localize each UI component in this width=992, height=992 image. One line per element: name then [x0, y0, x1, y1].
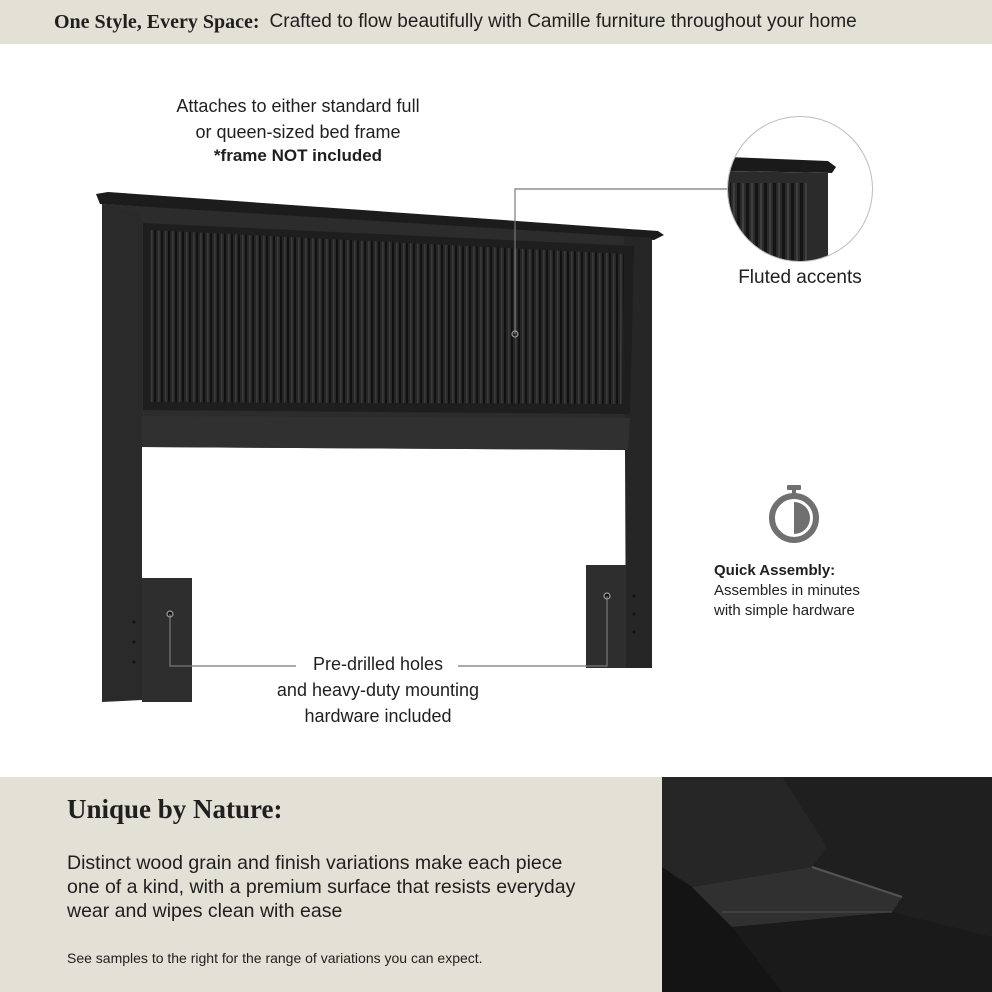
- fluted-zoom-circle: [727, 116, 873, 262]
- attach-line-2: or queen-sized bed frame: [195, 122, 401, 142]
- unique-title: Unique by Nature:: [67, 794, 283, 824]
- unique-description: Distinct wood grain and finish variations make each piece one of a kind, with a premium surface that resists everyday wear and wipes clean with ease: [67, 852, 576, 922]
- frame-not-included: *frame NOT included: [213, 146, 383, 165]
- holes-note: [228, 651, 528, 729]
- samples-note: See samples to the right for the range of variations you can expect.: [67, 950, 483, 966]
- holes-line-2: and heavy-duty mounting: [276, 680, 480, 700]
- quick-assembly-line-1: Assembles in minutes: [714, 582, 860, 599]
- attach-line-1: Attaches to either standard full: [176, 96, 420, 116]
- attach-note: [128, 93, 468, 167]
- banner-lead: One Style, Every Space:: [54, 10, 260, 33]
- quick-assembly-block: [714, 561, 860, 621]
- quick-assembly-title: Quick Assembly:: [714, 562, 836, 579]
- holes-line-1: Pre-drilled holes: [312, 654, 444, 674]
- quick-assembly-line-2: with simple hardware: [714, 602, 855, 619]
- fluted-accents-label: Fluted accents: [738, 267, 862, 288]
- finish-samples-image: [662, 777, 992, 992]
- banner-text: Crafted to flow beautifully with Camille furniture throughout your home: [269, 11, 857, 32]
- stopwatch-icon: [764, 483, 826, 545]
- holes-line-3: hardware included: [304, 706, 452, 726]
